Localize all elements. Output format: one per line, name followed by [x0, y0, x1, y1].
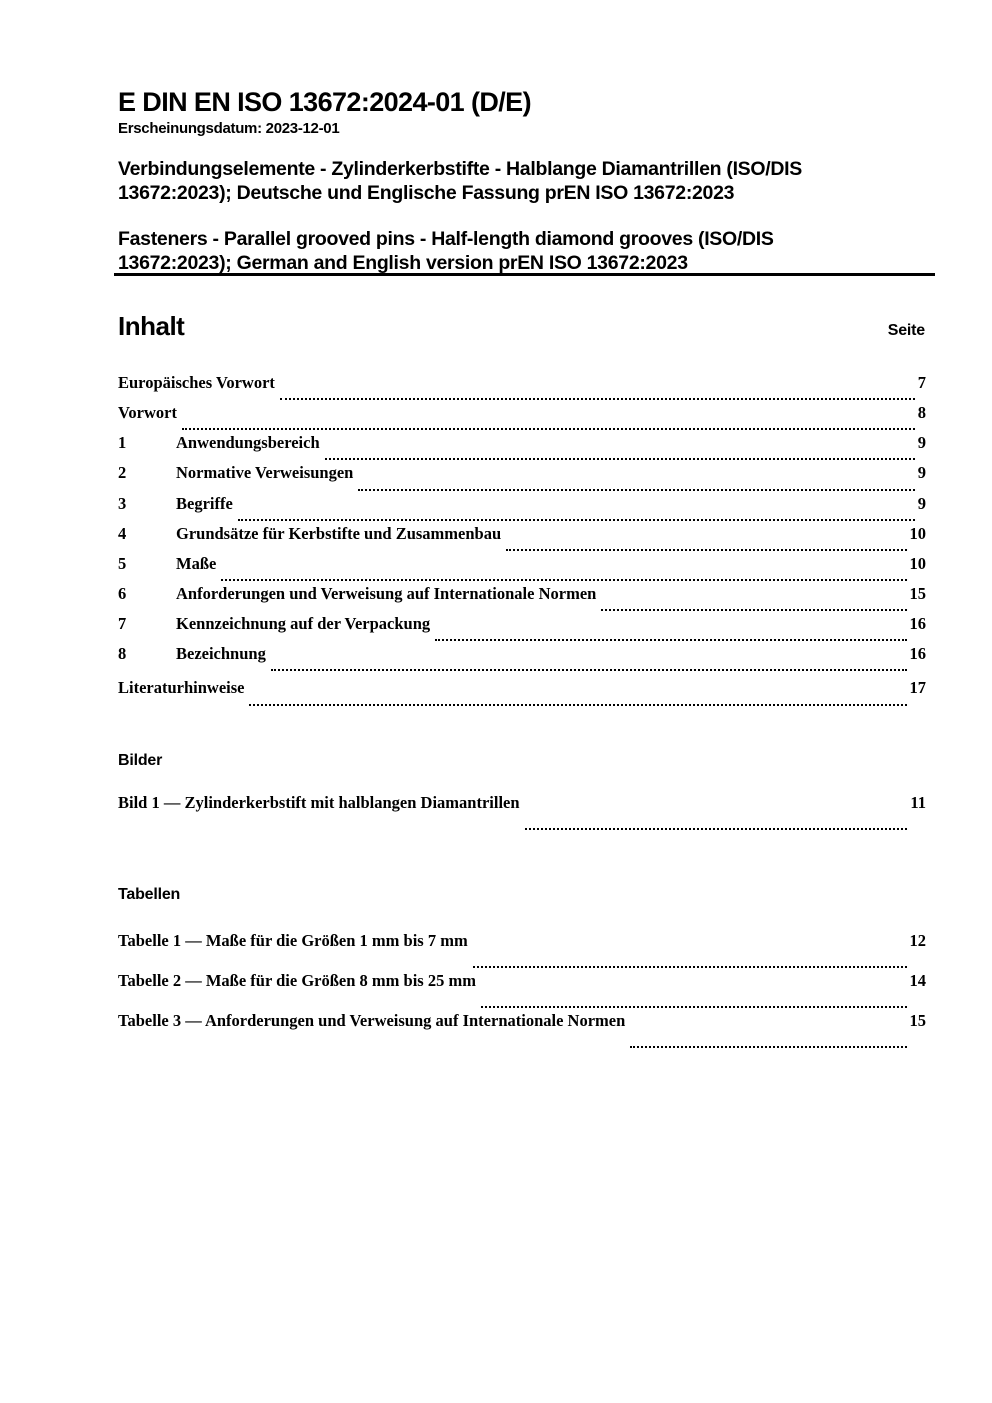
toc-entry: [118, 615, 926, 645]
toc-list: [118, 374, 926, 710]
english-title-line1: Fasteners - Parallel grooved pins - Half-length diamond grooves (ISO/DIS: [118, 228, 774, 250]
publication-date: Erscheinungsdatum: 2023-12-01: [118, 120, 340, 137]
toc-entry-number: 3: [118, 493, 127, 513]
dot-leader: [601, 609, 906, 611]
dot-leader: [325, 458, 915, 460]
toc-entry-page: 16: [909, 614, 926, 634]
toc-entry-page: 17: [909, 678, 926, 698]
toc-entry-number: 8: [118, 644, 127, 664]
english-title: [118, 227, 878, 275]
dot-leader: [238, 519, 915, 521]
toc-entry: [118, 645, 926, 675]
toc-entry-number: 2: [118, 463, 127, 483]
toc-entry-label: Tabelle 1 — Maße für die Größen 1 mm bis 7 mm: [118, 931, 468, 950]
figures-list: [118, 794, 926, 834]
toc-entry: [118, 555, 926, 585]
toc-entry-label: Anforderungen und Verweisung auf Internationale Normen: [176, 583, 597, 603]
tables-list: [118, 932, 926, 1052]
toc-entry: [118, 464, 926, 494]
toc-entry-number: 6: [118, 583, 127, 603]
toc-entry-label: Literaturhinweise: [118, 678, 245, 698]
toc-entry-label: Tabelle 3 — Anforderungen und Verweisung auf Internationale Normen: [118, 1011, 626, 1030]
tables-heading: Tabellen: [118, 886, 181, 903]
toc-entry: [118, 374, 926, 404]
german-title-line1: Verbindungselemente - Zylinderkerbstifte - Halblange Diamantrillen (ISO/DIS: [118, 158, 802, 180]
toc-entry-label: Normative Verweisungen: [176, 463, 354, 483]
toc-entry-page: 11: [910, 793, 926, 812]
toc-entry-number: 5: [118, 553, 127, 573]
figures-heading: Bilder: [118, 752, 163, 769]
toc-entry: [118, 932, 926, 972]
dot-leader: [358, 489, 914, 491]
toc-entry: [118, 434, 926, 464]
toc-entry-page: 8: [917, 403, 926, 423]
toc-entry: [118, 1012, 926, 1052]
standard-number-title: E DIN EN ISO 13672:2024-01 (D/E): [118, 87, 531, 117]
toc-entry: [118, 525, 926, 555]
toc-entry: [118, 495, 926, 525]
toc-entry-page: 16: [909, 644, 926, 664]
toc-entry-number: 4: [118, 523, 127, 543]
page-column-label: Seite: [887, 322, 925, 339]
toc-entry-page: 15: [909, 583, 926, 603]
toc-entry: [118, 679, 926, 709]
dot-leader: [435, 639, 906, 641]
toc-entry: [118, 972, 926, 1012]
header-divider-rule: [114, 273, 935, 276]
toc-entry-label: Vorwort: [118, 403, 177, 423]
toc-entry-page: 12: [909, 931, 926, 950]
toc-entry-number: 1: [118, 433, 127, 453]
toc-entry-page: 10: [909, 523, 926, 543]
toc-entry: [118, 585, 926, 615]
german-title: [118, 157, 878, 205]
toc-entry: [118, 794, 926, 834]
toc-entry-page: 15: [909, 1011, 926, 1030]
dot-leader: [630, 1046, 906, 1048]
toc-entry-label: Anwendungsbereich: [176, 433, 320, 453]
dot-leader: [525, 828, 908, 830]
dot-leader: [249, 704, 906, 706]
dot-leader: [506, 549, 906, 551]
toc-entry-label: Europäisches Vorwort: [118, 373, 275, 392]
dot-leader: [280, 398, 915, 400]
english-title-line2: 13672:2023); German and English version prEN ISO 13672:2023: [118, 252, 688, 274]
toc-entry-label: Bild 1 — Zylinderkerbstift mit halblangen Diamantrillen: [118, 793, 520, 812]
toc-heading: Inhalt: [118, 311, 185, 341]
toc-entry-page: 9: [917, 463, 926, 483]
dot-leader: [221, 579, 906, 581]
toc-entry-label: Maße: [176, 553, 217, 573]
toc-entry-page: 9: [917, 433, 926, 453]
dot-leader: [182, 428, 915, 430]
toc-entry-label: Tabelle 2 — Maße für die Größen 8 mm bis 25 mm: [118, 971, 476, 990]
toc-entry-page: 14: [909, 971, 926, 990]
toc-entry-label: Bezeichnung: [176, 644, 266, 664]
dot-leader: [473, 966, 907, 968]
toc-entry-label: Begriffe: [176, 493, 233, 513]
dot-leader: [481, 1006, 907, 1008]
toc-entry-page: 7: [917, 373, 926, 392]
toc-entry-page: 10: [909, 553, 926, 573]
toc-entry-page: 9: [917, 493, 926, 513]
toc-entry-label: Kennzeichnung auf der Verpackung: [176, 614, 431, 634]
toc-entry-number: 7: [118, 614, 127, 634]
dot-leader: [271, 669, 907, 671]
toc-entry-label: Grundsätze für Kerbstifte und Zusammenbau: [176, 523, 502, 543]
toc-entry: [118, 404, 926, 434]
german-title-line2: 13672:2023); Deutsche und Englische Fassung prEN ISO 13672:2023: [118, 182, 735, 204]
